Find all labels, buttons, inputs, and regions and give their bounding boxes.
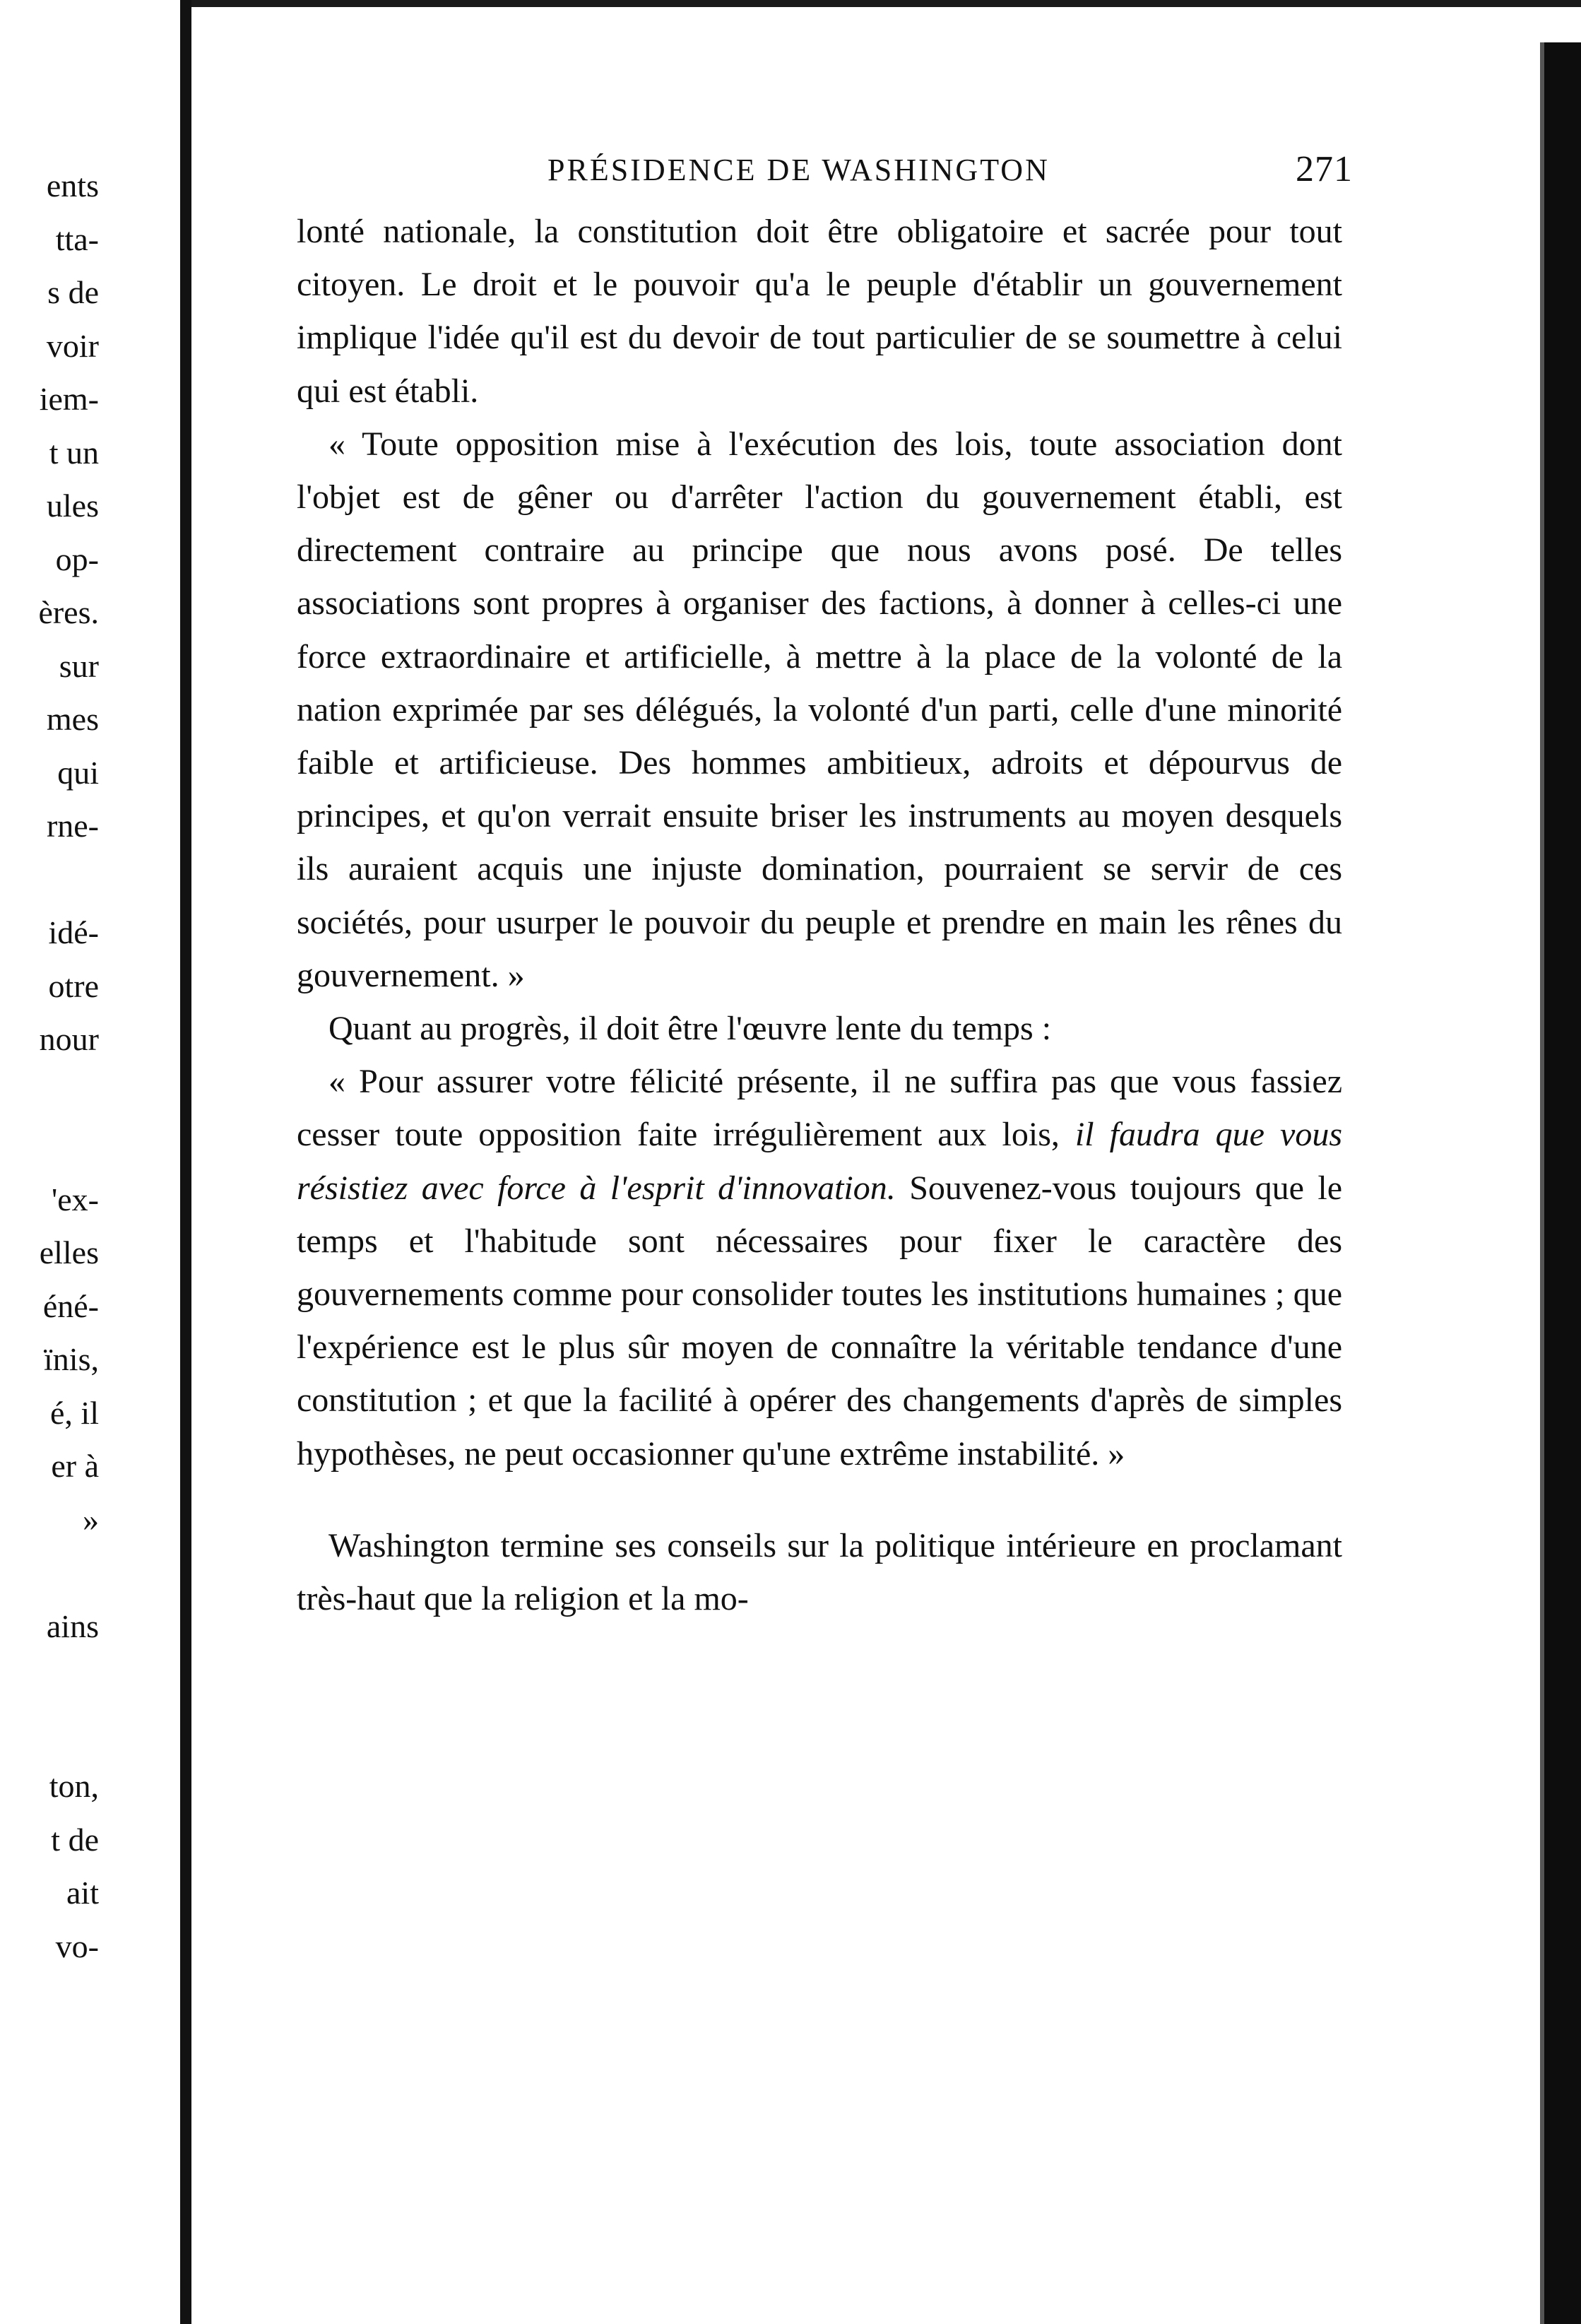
left-fragment: voir <box>46 327 99 364</box>
left-fragment <box>0 1706 99 1760</box>
paragraph <box>297 418 1342 1002</box>
left-fragment: t un <box>49 434 99 471</box>
left-fragment: s de <box>47 274 99 310</box>
right-page <box>233 148 1353 1625</box>
left-fragment: mes <box>46 701 99 737</box>
left-fragment: 'ex- <box>51 1181 99 1217</box>
running-head-title: PRÉSIDENCE DE WASHINGTON <box>547 153 1050 187</box>
page-number: 271 <box>1296 149 1353 189</box>
body-text <box>233 205 1342 1625</box>
page-gutter <box>180 0 191 2324</box>
paragraph <box>297 205 1342 418</box>
left-fragment <box>0 1653 99 1706</box>
left-fragment: nour <box>39 1021 99 1057</box>
paragraph-text: « Pour assurer votre félicité présente, il ne suffira pas que vous fassiez cesser toute opposition faite irrégulièrement aux lois, <box>297 1063 1342 1154</box>
page-top-edge <box>191 0 1581 7</box>
left-fragment: t de <box>51 1821 99 1858</box>
page-right-edge-shadow <box>1540 42 1544 2324</box>
paragraph <box>297 1519 1342 1625</box>
left-fragment: ïnis, <box>44 1341 99 1377</box>
left-fragment: ait <box>66 1875 99 1911</box>
left-fragment: ules <box>46 488 99 524</box>
left-fragment <box>0 1066 99 1120</box>
left-fragment: er à <box>51 1448 99 1484</box>
left-fragment: qui <box>57 754 99 791</box>
paragraph-text: « Toute opposition mise à l'exécution des lois, toute association dont l'objet est de gêner ou d'arrêter l'action du gouvernement établi, est directement contraire au principe que nous avons posé. De telles associations sont propres à organiser des factions, à donner à celles-ci une force extraordinaire et artificielle, à mettre à la place de la volonté de la nation exprimée par ses délégués, la volonté d'un parti, celle d'une minorité faible et artificieuse. Des hommes ambitieux, adroits et dépourvus de principes, et qu'on verrait ensuite briser les instruments au moyen desquels ils auraient acquis une injuste domination, pourraient se servir de ces sociétés, pour usurper le pouvoir du peuple et prendre en main les rênes du gouvernement. » <box>297 425 1342 994</box>
left-fragment: otre <box>48 967 99 1004</box>
left-fragment: ton, <box>49 1768 99 1804</box>
paragraph <box>297 1055 1342 1480</box>
left-fragment: é, il <box>50 1394 99 1431</box>
left-fragment: vo- <box>55 1928 99 1964</box>
left-fragment: éné- <box>42 1287 99 1324</box>
left-fragment: elles <box>39 1234 99 1270</box>
left-fragment: ents <box>46 167 99 204</box>
page-right-edge <box>1540 42 1581 2324</box>
paragraph-text: lonté nationale, la constitution doit être obligatoire et sacrée pour tout citoyen. Le droit et le pouvoir qu'a le peuple d'établir un gouvernement implique l'idée qu'il est du devoir de tout particulier de se soumettre à celui qui est établi. <box>297 213 1342 410</box>
paragraph <box>297 1002 1342 1055</box>
paragraph-text: Quant au progrès, il doit être l'œuvre lente du temps : <box>328 1010 1052 1048</box>
left-fragment: idé- <box>48 914 99 950</box>
left-fragment: ères. <box>38 594 99 630</box>
left-fragment: ains <box>46 1608 99 1644</box>
paragraph-text: Washington termine ses conseils sur la politique intérieure en proclamant très-haut que la religion et la mo- <box>297 1526 1342 1618</box>
left-fragment: tta- <box>55 220 99 257</box>
left-fragment: rne- <box>46 808 99 844</box>
left-page-fragments <box>0 159 99 1973</box>
left-fragment <box>0 1546 99 1600</box>
left-fragment <box>0 1119 99 1173</box>
paragraph-text: Souvenez-vous toujours que le temps et l'habitude sont nécessaires pour fixer le caractère des gouvernements comme pour consolider toutes les institutions humaines ; que l'expérience est le plus sûr moyen de connaître la véritable tendance d'une constitution ; et que la facilité à opérer des changements d'après de simples hypothèses, ne peut occasionner qu'une extrême instabilité. » <box>297 1169 1343 1473</box>
italic-phrase: il faudra que vous résistiez avec force à l'esprit d'innovation. <box>297 1116 1342 1207</box>
left-fragment: iem- <box>39 381 99 417</box>
left-fragment <box>0 853 99 907</box>
running-head <box>233 148 1353 205</box>
left-fragment: sur <box>59 647 99 684</box>
left-fragment: » <box>83 1501 99 1538</box>
left-fragment: op- <box>55 541 99 577</box>
